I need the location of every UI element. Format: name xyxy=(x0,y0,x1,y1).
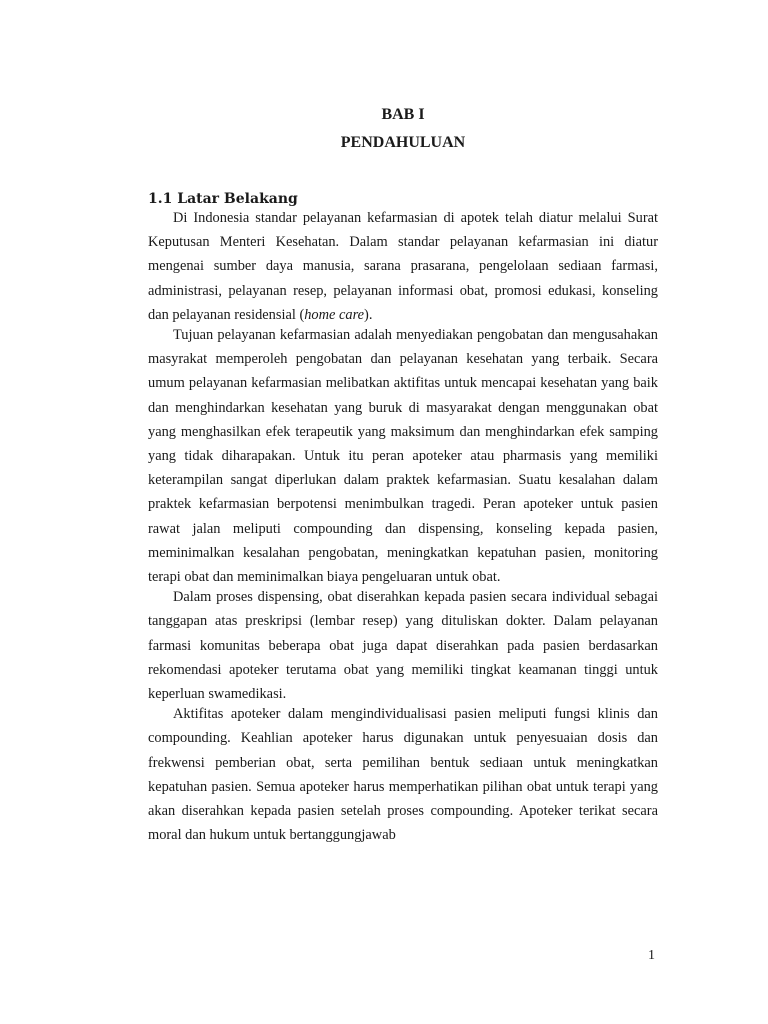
paragraph-1: Di Indonesia standar pelayanan kefarmasian di apotek telah diatur melalui Surat Keputusan Menteri Kesehatan. Dalam standar pelayanan kefarmasian ini diatur mengenai sumber daya manusia, sarana prasarana, pengelolaan sediaan farmasi, administrasi, pelayanan resep, pelayanan informasi obat, promosi edukasi, konseling dan pelayanan residensial (home care). xyxy=(148,210,658,323)
paragraph-4: Aktifitas apoteker dalam mengindividualisasi pasien meliputi fungsi klinis dan compounding. Keahlian apoteker harus digunakan untuk penyesuaian dosis dan frekwensi pemberian obat, serta pemilihan bentuk sediaan untuk meningkatkan kepatuhan pasien. Semua apoteker harus memperhatikan pilihan obat untuk terapi yang akan diserahkan kepada pasien setelah proses compounding. Apoteker terikat secara moral dan hukum untuk bertanggungjawab xyxy=(148,706,658,844)
chapter-number: BAB I xyxy=(381,106,425,123)
section-heading: 1.1 Latar Belakang xyxy=(148,191,298,207)
paragraph-2: Tujuan pelayanan kefarmasian adalah menyediakan pengobatan dan mengusahakan masyrakat memperoleh pengobatan dan pelayanan kesehatan yang terbaik. Secara umum pelayanan kefarmasian melibatkan aktifitas untuk mencapai kesehatan yang baik dan menghindarkan kesehatan yang buruk di masyarakat dengan menggunakan obat yang menghasilkan efek terapeutik yang maksimum dan menghindarkan efek samping yang tidak diharapakan. Untuk itu peran apoteker atau pharmasis yang memiliki keterampilan sangat diperlukan dalam praktek kefarmasian. Suatu kesalahan dalam praktek kefarmasian berpotensi menimbulkan tragedi. Peran apoteker untuk pasien rawat jalan meliputi compounding dan dispensing, konseling kepada pasien, meminimalkan kesalahan pengobatan, meningkatkan kepatuhan pasien, monitoring terapi obat dan meminimalkan biaya pengeluaran untuk obat. xyxy=(148,327,658,586)
italic-term: home care xyxy=(304,306,365,323)
page-number: 1 xyxy=(648,948,655,963)
body-text xyxy=(148,206,658,847)
chapter-title: PENDAHULUAN xyxy=(340,134,466,151)
paragraph-3: Dalam proses dispensing, obat diserahkan kepada pasien secara individual sebagai tanggapan atas preskripsi (lembar resep) yang dituliskan dokter. Dalam pelayanan farmasi komunitas beberapa obat juga dapat diserahkan pada pasien berdasarkan rekomendasi apoteker terutama obat yang memiliki tingkat keamanan tinggi untuk keperluan swamedikasi. xyxy=(148,589,658,703)
